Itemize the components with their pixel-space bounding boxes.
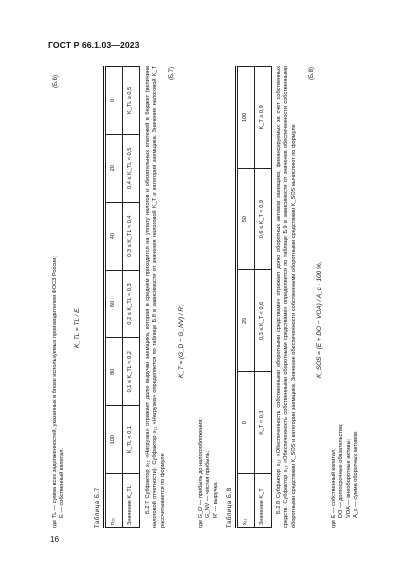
paragraph-text: Б.2.7 Субфактор x₁₁ «Нагрузка» отражает долю выручки заемщика, которая в среднем приходится на уплату налогов и обязательных платежей в бюджет (величина налоговой отчетности). Субфактор x₁₁ «Нагрузка» определяется по таблице Б.8 в зависимости от значения налоговой K_T и категории заемщика. Значение налоговой K_T рассчитывается по формуле [145,66,166,528]
table-header-cell: 100 [106,406,123,474]
where-line: A_c — сумма оборотных активов. [353,430,360,518]
table-b8 [237,66,272,528]
where-line: VOA — внеоборотные активы; [345,438,352,518]
table-cell: 0,1 ≤ K_TL < 0,2 [123,338,140,406]
table-cell: 0,3 ≤ K_TL < 0,4 [123,202,140,270]
formula-text: K_TL = TL / E. [74,306,81,348]
table-row [106,67,123,528]
table-header-cell: 40 [106,202,123,270]
formula-number: (Б.7) [169,67,175,80]
page-number: 16 [50,535,60,544]
where-block-tl [52,256,67,528]
where-line: DO — долгосрочные обязательства; [338,423,345,518]
formula-text: K_T = (G_D − G_NV) / R′, [178,303,185,378]
table-row [255,67,272,528]
where-line: E — собственный капитал. [59,447,66,518]
where-line: G_NV — чистая прибыль; [205,450,212,518]
formula-b8 [309,60,325,378]
table-rule [103,66,104,528]
formula-number: (Б.6) [53,75,59,88]
where-line: где E — собственный капитал; [331,448,337,528]
where-line: R′ — выручка. [212,481,219,518]
table-header-cell: 60 [106,270,123,338]
table-cell: 0,2 ≤ K_TL < 0,3 [123,270,140,338]
table-cell: K_TL < 0,1 [123,406,140,474]
rotated-content [48,60,362,528]
where-block-kt [198,418,220,528]
paragraph-b28 [276,66,298,528]
where-line: где G_D — прибыль до налогообложения; [198,418,204,528]
table-row [123,67,140,528]
document-header: ГОСТ Р 66.1.03—2023 [48,40,140,50]
table-header-cell: 100 [238,67,255,169]
table-header-cell: 20 [106,134,123,202]
paragraph-b27 [145,66,167,528]
table-caption: Таблица Б.7 [95,487,101,528]
table-cell: K_TL ≥ 0,5 [123,67,140,135]
where-block-ksos [331,423,361,528]
table-rule [235,66,236,528]
table-cell: Значение K_T [255,474,272,528]
table-row [238,67,255,528]
where-line: где TL — сумма всех задолженностей, указанных в блоке используемых производителем ФОСЗ России; [52,256,58,528]
formula-text: K_SOS = (E + DO − VOA) / A_c · 100 %, [316,261,323,378]
table-header-cell: 80 [106,338,123,406]
table-cell: Значение K_TL [123,474,140,528]
table-header-cell: 0 [238,372,255,474]
table-header-cell: 0 [106,67,123,135]
table-cell: 0,3 ≤ K_T < 0,6 [255,270,272,372]
paragraph-text: Б.2.8 Субфактор x₁₂ «Обеспеченность собственными оборотными средствами» отражает долю оборотных активов заемщика, финансируемых за счет собственных средств. Субфактор x₁₂ «Обеспеченность собственными оборотными средствами» определяется по таблице Б.9 в зависимости от значения обеспеченности собственными оборотными средствами K_SOS и категории заемщика. Значение обеспеченности собственными оборотными средствами K_SOS вычисляют по формуле [276,66,297,528]
table-header-cell: 25 [238,270,255,372]
table-b7 [105,66,140,528]
table-cell: K_T ≥ 0,9 [255,67,272,169]
table-caption: Таблица Б.8 [227,487,233,528]
formula-number: (Б.8) [309,67,315,80]
table-header-cell: 50 [238,168,255,270]
table-cell: K_T < 0,3 [255,372,272,474]
table-cell: 0,6 ≤ K_T < 0,9 [255,168,272,270]
formula-b6 [53,60,83,348]
table-header-cell: n₁₀ [106,474,123,528]
formula-b7 [169,60,187,378]
table-header-cell: x₁₁ [238,474,255,528]
table-cell: 0,4 ≤ K_TL < 0,5 [123,134,140,202]
